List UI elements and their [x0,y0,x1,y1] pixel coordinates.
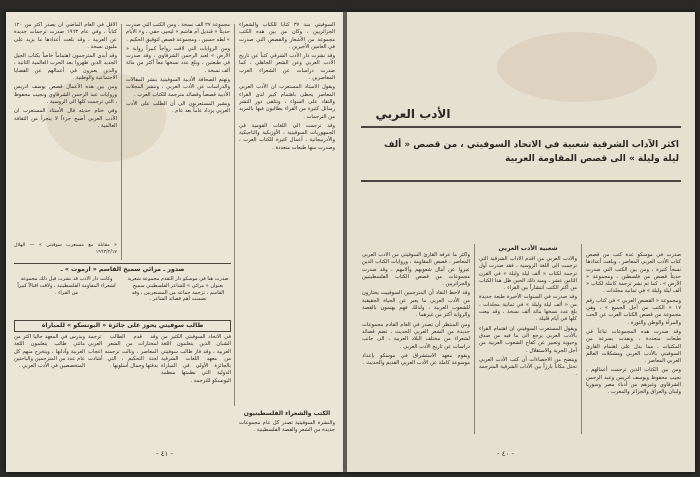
column-divider [474,244,475,434]
right-page [347,12,695,472]
left-col-c [14,22,117,240]
right-col-1 [586,252,681,432]
left-col-a [239,22,335,410]
paper-stain [497,32,657,102]
banner-1-body-right [125,276,231,316]
column-divider [121,24,122,260]
section-title: الأدب العربي [375,107,451,121]
article-2-col-1 [161,334,231,440]
left-col-b-p2: ومن الروايات التي لاقت رواجاً كبيراً رواية « الأرض » لعبد الرحمن الشرقاوي ، وقد صدرت في طبعتين ، وبلغ عدد نسخها معاً أكثر من مائة ألف نسخة . [126,45,230,74]
right-col-3-p4: ويقوم معهد الاستشراق في موسكو بإعداد موسوعة كاملة عن الأدب العربي القديم والحديث . [362,352,470,367]
right-col-1-p3: ومن بين الكتاب الذين ترجمت أعمالهم ، نجيب محفوظ ويوسف ادريس وعبد الرحمن الشرقاوي وغيرهم من أدباء مصر وسوريا ولبنان والعراق والجزائر والمغرب . [586,367,681,396]
article-2-col-2-text: وقد قدم الطالب ترجمة لمختارات من الشعر العربي المعاصر ، ونالت ترجمته اعجاب لجنة التحكيم ، التي أشادت بدقتها وجمال أسلوبها . [88,334,158,370]
article-2-col-2 [88,334,158,440]
left-col-b-p1: مجموعة ٢٧ ألف نسخة ، ومن الكتب التي صدرت حديثاً « قنديل أم هاشم » ليحيى حقي ، و« الأيام » لطه حسين ، ومجموعة قصص لتوفيق الحكيم . [126,22,230,43]
banner-1-body-left-text: وكانت دار الأدب قد نشرت قبل ذلك مجموعة لشعراء المقاومة الفلسطينية ، ولاقت اقبالاً كبيراً من القراء . [17,276,116,296]
left-col-c-tail [14,242,117,258]
left-col-a-p3: ويقول الاستاذ المستعرب ان الأدب العربي المعاصر يحظى باهتمام كبير لدى القراء والنقاد على السواء ، وتتلقى دور النشر رسائل كثيرة من القراء يطالبون فيها بالمزيد من الترجمات . [239,84,335,120]
banner-1-body-left [14,276,119,316]
left-col-b-p4: ويشير المستعربون الى أن الطلب على الأدب العربي يزداد عاماً بعد عام . [126,100,230,115]
right-col-3-p3: ومن المنتظر أن تصدر في العام القادم مجموعات جديدة من الشعر العربي الحديث ، تضم قصائد لشعراء من مختلف البلاد العربية ، الى جانب دراسات عن تاريخ الأدب العربي . [362,321,470,350]
article-2-subhead: الكتب والشعراء الفلسطينيون [243,410,331,417]
banner-rule-top [14,263,231,264]
article-2-tail [239,420,335,442]
right-col-3-p1: واكثر ما عرفه القارئ السوفيتي من الأدب العربي المعاصر ، قصص المقاومة ، وروايات الكتاب الذين عبروا عن آمال شعوبهم وآلامهم ، وقد صدرت مجموعات من قصص الكتاب الفلسطينيين والجزائريين . [362,252,470,288]
page-number: - ٤١ - [156,450,174,458]
right-col-3 [362,252,470,432]
left-col-c-p4: وفي ختام حديثه قال الأستاذ المستعرب ان الأدب العربي أصبح جزءاً لا يتجزأ من الثقافة العالمية . [14,108,117,129]
right-col-3-p2: وقد لاحظ النقاد أن المترجمين السوفييت يختارون من الأدب العربي ما يعبر عن الحياة الحقيقية للشعوب العربية ، ولذلك فهم يهتمون بالقصة والرواية أكثر من غيرهما . [362,290,470,319]
article-2-tail-text: والنشرة السوفيتية تصدر كل عام مجموعات جديدة من الشعر والقصة الفلسطينية . [239,420,335,434]
right-col-1-p2: وقد صدرت هذه المجموعات تباعاً في طبعات متعددة ، ونفدت بسرعة من المكتبات ، مما يدل على اهتمام القارئ السوفيتي بالأدب العربي ومشكلات العالم العربي المعاصر . [586,328,681,365]
right-col-2-p3: ويقول المستعرب السوفيتي ان اهتمام القراء بالأدب العربي يرجع الى ما فيه من صدق وحيوية وتعبير عن كفاح الشعوب العربية من أجل الحرية والاستقلال . [479,325,577,354]
left-col-b [126,22,230,259]
left-col-a-p2: وقد نشرت دار الأدب الشرقي كتباً عن تاريخ الأدب العربي وعن الشعر الجاهلي ، كما صدرت دراسات عن الشعراء العرب المعاصرين . [239,53,335,82]
right-col-2-p4: ويتضح من الاحصاءات أن كتب الأدب العربي تحتل مكاناً بارزاً بين الآداب الشرقية المترجمة . [479,356,577,378]
right-col-1-intro: صدرت في موسكو عدة كتب من قصص كتاب الأدب العربي المعاصر ، وبلغت أعدادها نسخاً كثيرة ، ومن بين الكتب التي صدرت حديثاً قصص من فلسطين ، ومجموعة « الأرض » ، كما تم نشر ترجمة كاملة لكتاب « ألف ليلة وليلة » في ثمانية مجلدات . [586,252,681,295]
left-col-c-tail-text: « مقابلة مع مستعرب سوفيتي » — الهلال ١٩٦٣/٢/١٧ [14,243,117,256]
right-col-2-p2: وقد صدرت في السنوات الأخيرة طبعة جديدة من « ألف ليلة وليلة » في ثمانية مجلدات ، بلغ عدد نسخها مائة ألف نسخة ، وقد بيعت كلها في أيام قليلة . [479,294,577,323]
article-2-col-3 [14,334,85,440]
page-number: - ٤٠ - [497,450,515,458]
left-col-a-p1: السوفيتي منذ ٣٧ كتاباً للكتاب والشعراء الجزائريين ، وكان من بين هذه الكتب مجموعة من الأشعار والقصص التي صدرت في العامين الأخيرين . [239,22,335,50]
article-2-col-3-text: ويدرس في المعهد حالياً أكثر من مائتي طالب يتعلمون اللغة العربية وآدابها ، ويتخرج منهم كل عام عدد من المترجمين والباحثين المتخصصين في الأدب العربي . [14,334,85,370]
right-col-2 [479,256,577,432]
column-header: شعبية الأدب العربي [498,245,558,252]
left-col-c-p1: الأقل في العام الماضي أن يصدر أكثر من ١٢٠ كتاباً ، وفي عام ١٩٦٣ صدرت ترجمات جديدة عن العربية ، وقد بلغت أعدادها ما يزيد على مليون نسخة . [14,22,117,50]
left-col-b-p3: وتهتم الصحافة الأدبية السوفيتية بنشر المقالات والدراسات عن الأدب العربي ، وتنشر المجلات الأدبية قصصاً وقصائد مترجمة للكتاب العرب . [126,77,230,98]
headline-rule-top [361,126,681,128]
article-2-col-1-text: في الاتحاد السوفيتي الكثير من الشبان الذين يتعلمون اللغة العربية ، وقد فاز طالب سوفيتي من معهد اللغات الشرقية بالجائزة الأولى في المباراة الدولية التي نظمتها منظمة اليونسكو للترجمة . [161,334,231,384]
left-page [6,12,343,472]
right-col-2-p1: والأدب العربي من أقدم الآداب الشرقية التي ترجمت الى اللغة الروسية ، فقد صدرت أول ترجمة لكتاب « ألف ليلة وليلة » في القرن الثامن عشر ، ومنذ ذلك الحين ظل هذا الكتاب من أكثر الكتب انتشاراً بين القراء . [479,256,577,292]
banner-1-title: صدور ـ مرائي سميح القاسم « ارموت » ـ [60,266,185,273]
column-divider [234,24,235,406]
article-2-title: طالب سوفيتي يحوز على جائزة « اليونسكو » للمباراة [41,322,204,329]
main-headline: اكثر الآداب الشرقية شعبية في الاتحاد السوفيتي ، من قصص « ألف ليلة وليلة » الى قصص المقاومة العربية [384,140,679,164]
banner-1-body-right-text: صدرت هنا في موسكو دار التقدم مجموعة شعرية بعنوان « مرائي » للشاعر الفلسطيني سميح القاسم ، ترجمة جماعة من المستعربين ، وقد تضمنت أهم قصائد الشاعر . [127,276,229,303]
left-col-a-p4: وقد ترجمت الى اللغات القومية في الجمهوريات السوفيتية ، الأوزبكية والتاجيكية والأذربيجانية ، أعمال كثيرة للكتاب العرب ، وصدرت منها طبعات متعددة . [239,122,335,151]
left-col-c-p3: ومن بين هذه الأعمال قصص يوسف ادريس وروايات عبد الرحمن الشرقاوي ونجيب محفوظ ، التي ترجمت كلها الى الروسية . [14,84,117,105]
headline-rule-bottom [361,180,681,182]
left-col-c-p2: وقد أبدى المترجمون اهتماماً خاصاً بكتاب الجيل الجديد الذين ظهروا بعد الحرب العالمية الثانية ، والذين يعبرون في أعمالهم عن القضايا الاجتماعية والوطنية . [14,53,117,82]
column-divider [581,244,582,434]
right-col-1-p1: ومجموعة « القصص العربي » في كتاب رقم ١٧ « الكتب من أجل الجميع » ، وهي مجموعة من قصص الكتاب العرب عن الحب والمرأة والوطن والثورة . [586,297,681,326]
